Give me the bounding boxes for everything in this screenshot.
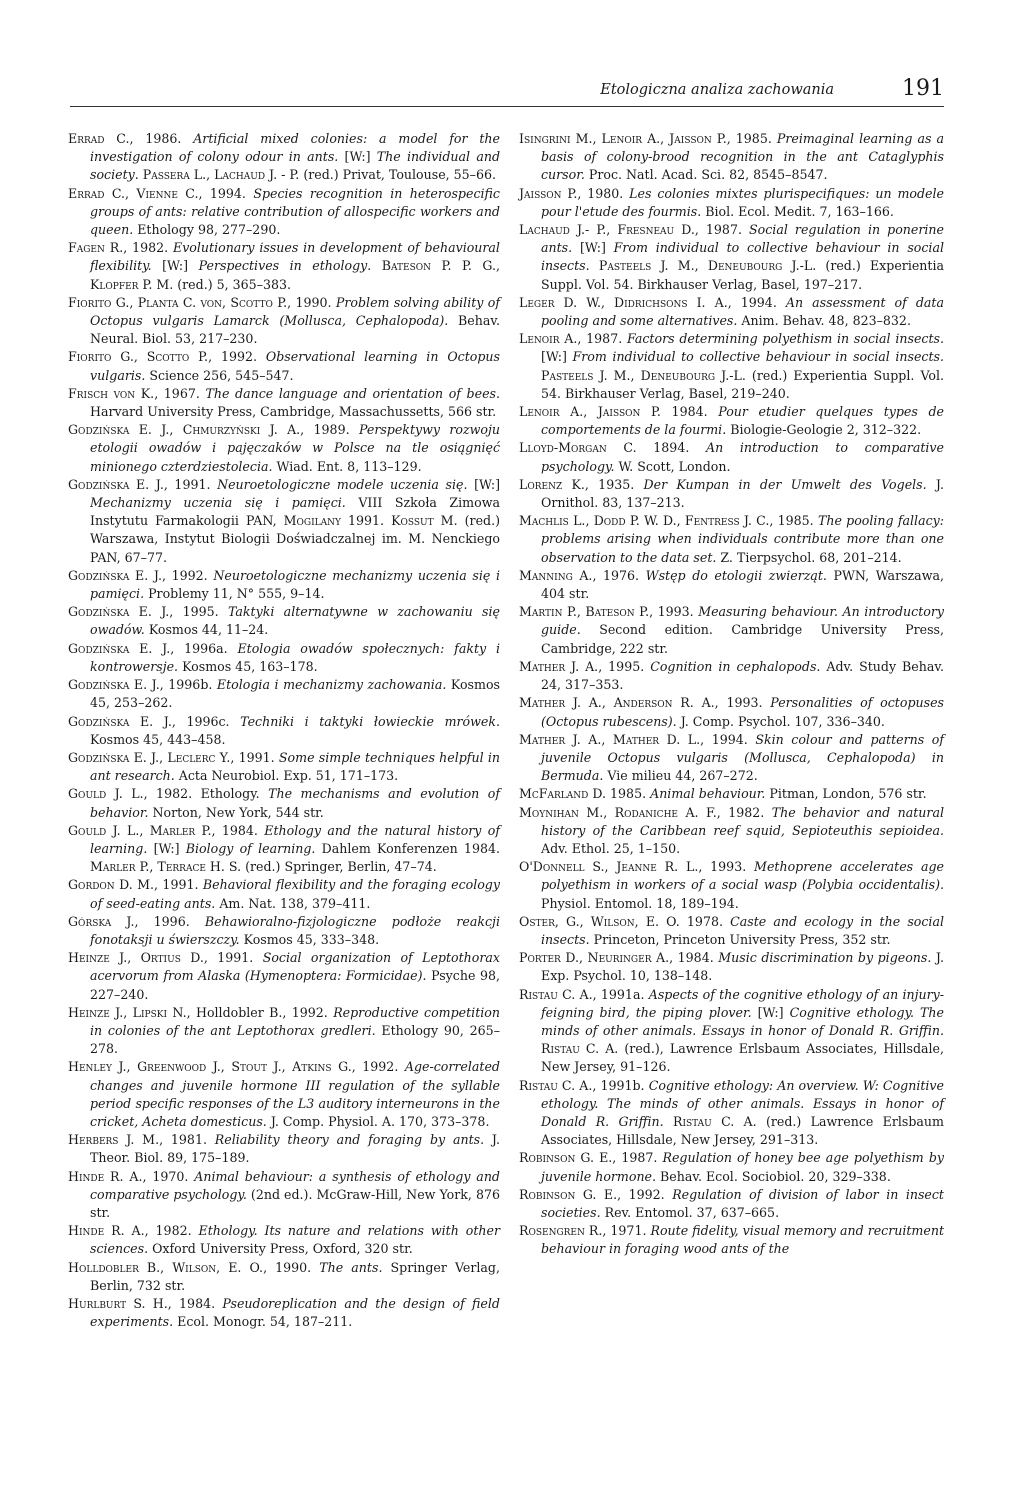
reference-title: Cognitive ethology: An overview. W: Cognitive ethology. The minds of other animals. Essays in honor of Donald R. Griffin. [541, 1077, 945, 1129]
reference-text: , 1991b. [592, 1077, 649, 1093]
reference-title: Pseudoreplication and the design of field experiments. [90, 1296, 500, 1330]
reference-text: Psyche 98, 227–240. [90, 968, 500, 1002]
reference-text: W. Scott, London. [614, 458, 731, 474]
reference-authors: Lenoir A., Jaisson P. [519, 404, 661, 420]
reference-text: . [367, 258, 382, 274]
reference-authors: Robinson G. E. [519, 1150, 613, 1166]
reference-title: The mechanisms and evolution of behavior. [90, 786, 500, 820]
reference-title: Music discrimination by pigeons. [718, 950, 932, 966]
reference-title: Etologia i mechanizmy zachowania. [216, 677, 447, 693]
reference-entry [68, 348, 500, 384]
reference-text: Kosmos 45, 163–178. [178, 658, 318, 674]
reference-text: Vie milieu 44, 267–272. [603, 768, 758, 784]
reference-entry [519, 986, 944, 1077]
reference-title: Personalities of octopuses (Octopus rubescens). [541, 695, 945, 729]
reference-entry [68, 822, 500, 877]
reference-title: Biology of learning. [185, 840, 316, 856]
reference-entry [519, 567, 944, 603]
reference-authors: Marler P., Terrace H. S. [90, 859, 242, 875]
reference-authors: Fiorito G., Scotto P. [68, 349, 209, 365]
reference-title: Evolutionary issues in development of behavioural flexibility. [90, 240, 500, 274]
reference-entry [68, 567, 500, 603]
reference-title: Preimaginal learning as a basis of colony-brood recognition in the ant Cataglyphis cursor. [541, 131, 944, 183]
reference-text: 1991. [340, 513, 392, 529]
reference-title: From individual to collective behaviour in social insects. [572, 349, 944, 365]
reference-title: Ethology. Its nature and relations with other sciences. [90, 1223, 500, 1257]
reference-text: , 1970. [142, 1168, 195, 1184]
reference-title: Perspektywy rozwoju etologii owadów i pajęczaków w Polsce na tle osiągnięć minionego czterdziestolecia. [90, 422, 500, 474]
reference-text: Biol. Ecol. Medit. 7, 163–166. [701, 203, 894, 219]
reference-authors: Heinze J., Lipski N. [68, 1004, 187, 1020]
reference-title: Skin colour and patterns of juvenile Octopus vulgaris (Mollusca, Cephalopoda) in Bermuda. [541, 731, 944, 784]
reference-title: Reliability theory and foraging by ants. [214, 1132, 485, 1148]
reference-title: Animal behaviour: a synthesis of ethology and comparative psychology. [90, 1168, 500, 1202]
reference-authors: Mather J. A., Mather D. L. [519, 731, 701, 747]
reference-text: Kosmos 45, 253–262. [90, 677, 501, 711]
reference-text: , 1935. [584, 476, 644, 492]
reference-text: Wiad. Ent. 8, 113–129. [272, 458, 422, 474]
reference-title: The individual and society [90, 149, 501, 183]
reference-authors: Gordon D. M. [68, 877, 155, 893]
reference-entry [68, 1168, 500, 1223]
reference-text: Z. Tierpsychol. 68, 201–214. [716, 549, 902, 565]
reference-authors: Martin P., Bateson P. [519, 604, 650, 620]
reference-title: Species recognition in heterospecific groups of ants: relative contribution of allospecific workers and queen. [90, 185, 500, 238]
references-right-column [519, 130, 944, 1259]
reference-authors: Gould J. L., Marler P. [68, 822, 212, 838]
reference-text: VIII Szkoła Zimowa Instytutu Farmakologii PAN, [90, 495, 500, 529]
reference-text [590, 258, 599, 273]
reference-title: Behawioralno-fizjologiczne podłoże reakcji fonotaksji u świerszczy. [90, 913, 500, 947]
reference-entry [68, 294, 500, 349]
reference-title: Factors determining polyethism in social insects. [626, 331, 944, 347]
reference-authors: Errad C. [68, 131, 130, 146]
reference-text: , 1994. [198, 185, 254, 201]
reference-text: , 1991. [154, 877, 203, 893]
reference-authors: O'Donnell S., Jeanne R. L. [519, 859, 699, 875]
reference-authors: McFarland D. [519, 786, 607, 802]
reference-text: Princeton, Princeton University Press, 352 str. [589, 931, 891, 947]
reference-entry [519, 1186, 944, 1222]
reference-entry [519, 785, 944, 803]
reference-authors: Rosengren R. [519, 1223, 603, 1239]
reference-text: , Holldobler B., 1992. [186, 1004, 334, 1020]
reference-text: [W:] [541, 349, 573, 365]
reference-text: Am. Nat. 138, 379–411. [215, 895, 371, 911]
reference-title: Techniki i taktyki łowieckie mrówek. [240, 713, 500, 729]
reference-text: (red.), Lawrence Erlsbaum Associates, Hillsdale, New Jersey, 91–126. [541, 1041, 944, 1075]
reference-text: Behav. Neural. Biol. 53, 217–230. [90, 313, 501, 347]
reference-entry [68, 640, 500, 676]
reference-entry [68, 1259, 500, 1295]
reference-title: Cognition in cephalopods. [650, 658, 821, 674]
reference-text: Oxford University Press, Oxford, 320 str. [148, 1241, 413, 1257]
reference-authors: Godzińska E. J. [68, 713, 172, 729]
reference-authors: Moynihan M., Rodaniche A. F. [519, 804, 717, 820]
reference-authors: Fiorito G., Planta C. von, Scotto P. [68, 294, 288, 310]
reference-entry [519, 512, 944, 567]
reference-title: Regulation of division of labor in insect societies. [541, 1186, 944, 1220]
reference-entry [68, 913, 500, 949]
reference-text: , 1992. [617, 1186, 673, 1202]
reference-authors: Lenoir A. [519, 331, 578, 347]
reference-title: Social organization of Leptothorax acervorum from Alaska (Hymenoptera: Formicidae). [90, 950, 500, 984]
reference-text: Science 256, 545–547. [145, 367, 294, 383]
reference-entry [519, 1149, 944, 1185]
reference-authors: Gould J. L. [68, 786, 144, 802]
reference-text: [W:] [467, 476, 500, 492]
reference-text: 1978. [679, 913, 731, 929]
reference-title: From individual to collective behaviour in social insects. [541, 240, 944, 274]
reference-entry [519, 476, 944, 512]
reference-entry [68, 749, 500, 785]
reference-text: Ethology 98, 277–290. [133, 222, 281, 238]
reference-authors: Lorenz K. [519, 476, 585, 492]
reference-text: Springer Verlag, Berlin, 732 str. [90, 1259, 500, 1293]
reference-text: , 1987. [612, 1150, 663, 1166]
reference-text: , 1982. [144, 1223, 199, 1239]
reference-entry [519, 858, 944, 913]
reference-text: , 1981. [159, 1132, 215, 1148]
reference-text: , 1995. [598, 658, 651, 674]
reference-text: , 1990. [263, 1259, 320, 1275]
reference-entry [68, 421, 500, 476]
reference-text: (2nd ed.). McGraw-Hill, New York, 876 str. [90, 1186, 500, 1220]
reference-authors: Machlis L., Dodd P. W. D., Fentress J. C. [519, 513, 770, 529]
reference-text: Biologie-Geologie 2, 312–322. [726, 422, 922, 438]
reference-text: (red.) Lawrence Erlsbaum Associates, Hillsdale, New Jersey, 291–313. [541, 1113, 944, 1148]
reference-title: The ants. [319, 1259, 383, 1275]
reference-authors: Górska J. [68, 913, 135, 929]
reference-entry [519, 1077, 944, 1150]
reference-text: , 1982. [716, 804, 772, 820]
reference-text: , 1996c. [171, 713, 241, 729]
reference-text: , 1994. [727, 294, 786, 310]
reference-title: The behavior and natural history of the Caribbean reef squid, Sepioteuthis sepioidea. [541, 804, 944, 838]
reference-authors: Porter D., Neuringer A. [519, 950, 670, 966]
reference-text: Ecol. Monogr. 54, 187–211. [173, 1314, 353, 1330]
reference-text: [W:] [147, 840, 186, 856]
reference-authors: Pasteels J. M., Deneubourg J.-L. [541, 367, 746, 383]
reference-entry [519, 694, 944, 730]
reference-authors: Mogilany [283, 513, 341, 529]
reference-entry [68, 1004, 500, 1059]
reference-title: Ethology and the natural history of learning. [90, 822, 501, 856]
reference-text: J. Theor. Biol. 89, 175–189. [90, 1132, 500, 1166]
reference-title: Some simple techniques helpful in ant research. [90, 749, 500, 784]
reference-entry [519, 439, 944, 475]
reference-entry [519, 403, 944, 439]
reference-authors: Lloyd-Morgan C. [519, 440, 637, 456]
reference-text: Dahlem Konferenzen 1984. [315, 840, 500, 856]
reference-title: The dance language and orientation of bees. [205, 385, 500, 401]
reference-authors: Godzińska E. J. [68, 476, 164, 492]
reference-title: Measuring behaviour. An introductory guide. [541, 604, 944, 638]
reference-text: Acta Neurobiol. Exp. 51, 171–173. [174, 768, 399, 784]
reference-authors: Mather J. A., Anderson R. A. [519, 695, 715, 711]
reference-text: Rev. Entomol. 37, 637–665. [600, 1204, 780, 1220]
reference-title: Der Kumpan in der Umwelt des Vogels. [643, 476, 927, 492]
reference-text: , 1971. [602, 1223, 651, 1239]
reference-text: , 1992. [351, 1059, 405, 1075]
reference-text: [W:] [151, 258, 199, 274]
reference-title: Behavioral flexibility and the foraging ecology of seed-eating ants. [90, 877, 500, 911]
reference-authors: Mather J. A. [519, 658, 599, 674]
reference-entry [519, 294, 944, 330]
reference-title: Mechanizmy uczenia się i pamięci. [90, 495, 346, 511]
reference-entry [519, 603, 944, 658]
reference-text: Kosmos 45, 333–348. [239, 931, 380, 947]
reference-authors: Henley J., Greenwood J., Stout J., Atkins G. [68, 1059, 352, 1075]
reference-text: , 1987. [694, 222, 750, 238]
reference-entry [68, 949, 500, 1004]
reference-authors: Bateson P. P. G., Klopfer P. M. [90, 258, 500, 292]
reference-entry [519, 731, 944, 786]
reference-text: 1894. [636, 440, 706, 456]
reference-text: , 1982. [123, 240, 173, 256]
reference-text: , 1984. [211, 822, 265, 838]
reference-text: , 1994. [700, 731, 756, 747]
reference-authors: Fagen R. [68, 240, 124, 256]
reference-entry [68, 476, 500, 567]
reference-entry [68, 713, 500, 749]
reference-title: Observational learning in Octopus vulgaris. [90, 349, 500, 383]
reference-entry [519, 221, 944, 294]
references-left-column [68, 130, 500, 1331]
reference-text: , 1986. [129, 131, 194, 146]
reference-authors: Oster, G., Wilson, E. O. [519, 913, 680, 929]
reference-entry [519, 1222, 944, 1258]
reference-text: , 1996a. [170, 640, 238, 656]
reference-title: Pour etudier quelques types de comportements de la fourmi. [541, 404, 944, 438]
reference-text: , 1984. [167, 1296, 223, 1311]
reference-title: Neuroetologiczne mechanizmy uczenia się i pamięci. [90, 567, 501, 602]
reference-text: Problemy 11, N° 555, 9–14. [144, 586, 325, 602]
reference-authors: Frisch von K. [68, 385, 155, 401]
reference-authors: Lachaud J.- P., Fresneau D. [519, 222, 695, 238]
reference-text: Ethology 90, 265–278. [90, 1022, 500, 1057]
reference-text: , 1967. [154, 385, 206, 401]
reference-text: PWN, Warszawa, 404 str. [541, 567, 944, 602]
reference-text: , 1991. [203, 950, 263, 966]
reference-entry [68, 1058, 500, 1131]
reference-text: , 1984. [669, 950, 719, 966]
reference-authors: Passera L., Lachaud J. - P. [142, 167, 300, 183]
reference-entry [519, 330, 944, 403]
reference-text: Behav. Ecol. Sociobiol. 20, 329–338. [656, 1168, 891, 1184]
reference-text: Pitman, London, 576 str. [765, 786, 927, 802]
reference-authors: Godzińska E. J., Leclerc Y. [68, 749, 231, 765]
reference-entry [68, 603, 500, 639]
reference-entry [68, 1131, 500, 1167]
reference-title: Cognitive ethology. The minds of other animals. Essays in honor of Donald R. Griffin. [541, 1004, 944, 1038]
reference-title: An assessment of data pooling and some alternatives. [541, 294, 944, 329]
reference-authors: Godzińska E. J. [68, 640, 171, 656]
reference-text: , 1996b. [159, 677, 217, 693]
reference-text: . [134, 167, 143, 183]
reference-authors: Robinson G. E. [519, 1186, 618, 1202]
reference-authors: Ristau C. A. [519, 986, 593, 1002]
reference-entry [68, 1222, 500, 1258]
reference-text: , 1993. [649, 604, 699, 620]
reference-authors: Errad C., Vienne C. [68, 185, 199, 201]
reference-text: (red.) Privat, Toulouse, 55–66. [299, 167, 497, 183]
reference-text: , 1991. [163, 476, 218, 492]
reference-text: Kosmos 44, 11–24. [144, 622, 269, 638]
reference-text: J. Comp. Physiol. A. 170, 373–378. [266, 1113, 490, 1129]
reference-text: , 1990. [287, 294, 336, 310]
reference-entry [68, 1295, 500, 1331]
reference-text: (red.) Springer, Berlin, 47–74. [241, 859, 437, 875]
reference-authors: Heinze J., Ortius D. [68, 950, 204, 966]
reference-text: [W:] [338, 149, 377, 165]
reference-text: J. Comp. Psychol. 107, 336–340. [676, 713, 885, 729]
reference-authors: Isingrini M., Lenoir A., Jaisson P. [519, 131, 727, 146]
reference-title: The pooling fallacy: problems arising when individuals contribute more than one observation to the data set. [541, 513, 944, 565]
reference-title: Etologia owadów społecznych: fakty i kontrowersje. [90, 640, 500, 674]
reference-text: (red.) 5, 365–383. [173, 276, 292, 292]
reference-title: Regulation of honey bee age polyethism by juvenile hormone. [541, 1150, 944, 1184]
reference-authors: Godzińska E. J. [68, 567, 162, 583]
reference-text [664, 1114, 673, 1129]
page-number: 191 [902, 76, 944, 101]
reference-title: Perspectives in ethology [198, 258, 368, 274]
reference-authors: Holldobler B., Wilson, E. O. [68, 1259, 264, 1275]
reference-text: , 1991a. [592, 986, 649, 1002]
reference-authors: Manning A. [519, 567, 593, 583]
reference-text: J. Ornithol. 83, 137–213. [541, 476, 944, 511]
reference-entry [519, 185, 944, 221]
reference-text: , 1993. [698, 859, 755, 875]
reference-text: , 1989. [300, 422, 359, 438]
reference-title: Route fidelity, visual memory and recruitment behaviour in foraging wood ants of the [541, 1223, 945, 1257]
reference-title: Methoprene accelerates age polyethism in workers of a social wasp (Polybia occidentalis). [541, 859, 944, 893]
reference-entry [68, 385, 500, 421]
reference-title: Reproductive competition in colonies of the ant Leptothorax gredleri. [90, 1004, 500, 1038]
reference-entry [68, 785, 500, 821]
reference-entry [68, 239, 500, 294]
reference-text: , 1987. [577, 331, 627, 347]
reference-entry [519, 804, 944, 859]
reference-text: Norton, New York, 544 str. [148, 804, 324, 820]
reference-authors: Godzińska E. J. [68, 677, 160, 693]
reference-authors: Leger D. W., Didrichsons I. A. [519, 294, 728, 310]
reference-text: [W:] [572, 240, 614, 256]
reference-title: Aspects of the cognitive ethology of an injury-feigning bird, the piping plover. [541, 986, 945, 1020]
reference-authors: Hinde R. A. [68, 1223, 145, 1239]
reference-text: Adv. Study Behav. 24, 317–353. [541, 658, 945, 693]
reference-authors: Hurlburt S. H. [68, 1296, 168, 1311]
reference-title: Wstęp do etologii zwierząt. [645, 567, 827, 583]
reference-entry [68, 185, 500, 240]
reference-entry [68, 876, 500, 912]
reference-text: , 1992. [161, 567, 214, 583]
reference-authors: Godzińska E. J., Chmurzyński J. A. [68, 422, 301, 438]
reference-text: , 1992. [208, 349, 266, 365]
reference-title: Problem solving ability of Octopus vulgaris Lamarck (Mollusca, Cephalopoda). [90, 294, 500, 329]
reference-title: Animal behaviour. [650, 786, 766, 802]
reference-authors: Godzińska E. J. [68, 604, 170, 620]
reference-title: An introduction to comparative psychology. [541, 440, 944, 474]
reference-text: (red.) Experientia Suppl. Vol. 54. Birkhauser Verlag, Basel, 219–240. [541, 367, 945, 401]
reference-text: Kosmos 45, 443–458. [90, 731, 226, 747]
reference-authors: Ristau C. A. [541, 1041, 619, 1057]
reference-entry [519, 130, 944, 185]
reference-title: Age-correlated changes and juvenile hormone III regulation of the syllable period specific responses of the L3 auditory interneurons in the cricket, Acheta domesticus. [90, 1059, 500, 1129]
reference-text: Second edition. Cambridge University Press, Cambridge, 222 str. [541, 622, 944, 656]
reference-text: , 1991. [230, 749, 279, 765]
reference-text: Physiol. Entomol. 18, 189–194. [541, 895, 739, 911]
reference-title: Caste and ecology in the social insects. [541, 913, 944, 947]
reference-text: J. Exp. Psychol. 10, 138–148. [541, 950, 945, 984]
reference-authors: Ristau C. A. [519, 1077, 593, 1093]
reference-text: 1984. [660, 404, 719, 420]
reference-authors: Kossut M. [391, 513, 458, 529]
reference-title: Taktyki alternatywne w zachowaniu się owadów. [90, 604, 500, 638]
reference-text: , 1996. [134, 913, 205, 929]
reference-text: (red.) Warszawa, Instytut Biologii Doświadczalnej im. M. Nenckiego PAN, 67–77. [90, 513, 501, 565]
reference-text: , 1982. Ethology. [143, 786, 269, 802]
reference-title: Les colonies mixtes plurispecifiques: un modele pour l'etude des fourmis. [541, 185, 944, 219]
reference-text: (red.) Experientia Suppl. Vol. 54. Birkhauser Verlag, Basel, 197–217. [541, 258, 945, 292]
reference-authors: Pasteels J. M., Deneubourg J.-L. [598, 258, 817, 274]
reference-title: Social regulation in ponerine ants. [541, 222, 944, 256]
reference-text: , 1985. [769, 513, 818, 529]
reference-authors: Jaisson P. [519, 185, 578, 201]
reference-entry [519, 949, 944, 985]
reference-entry [519, 913, 944, 949]
reference-text: Proc. Natl. Acad. Sci. 82, 8545–8547. [584, 167, 828, 183]
reference-entry [519, 658, 944, 694]
reference-text: , 1985. [726, 131, 777, 146]
reference-entry [68, 130, 500, 185]
reference-text: 1985. [606, 786, 651, 802]
reference-text: , 1976. [592, 567, 646, 583]
running-title: Etologiczna analiza zachowania [600, 82, 834, 98]
reference-authors: Herbers J. M. [68, 1132, 160, 1148]
running-header [70, 76, 944, 107]
reference-authors: Hinde R. A. [68, 1168, 143, 1184]
reference-text: , 1993. [714, 695, 771, 711]
reference-text: [W:] [751, 1004, 790, 1020]
reference-title: Artificial mixed colonies: a model for the investigation of colony odour in ants. [90, 131, 500, 165]
reference-title: Neuroetologiczne modele uczenia się. [217, 476, 468, 492]
reference-text: Harvard University Press, Cambridge, Massachussetts, 566 str. [90, 404, 497, 420]
reference-entry [68, 676, 500, 712]
reference-authors: Ristau C. A. [672, 1113, 757, 1129]
reference-text: Adv. Ethol. 25, 1–150. [541, 840, 681, 856]
reference-text: Anim. Behav. 48, 823–832. [737, 313, 911, 329]
reference-text: , 1980. [577, 185, 630, 201]
reference-text: , 1995. [169, 604, 228, 620]
